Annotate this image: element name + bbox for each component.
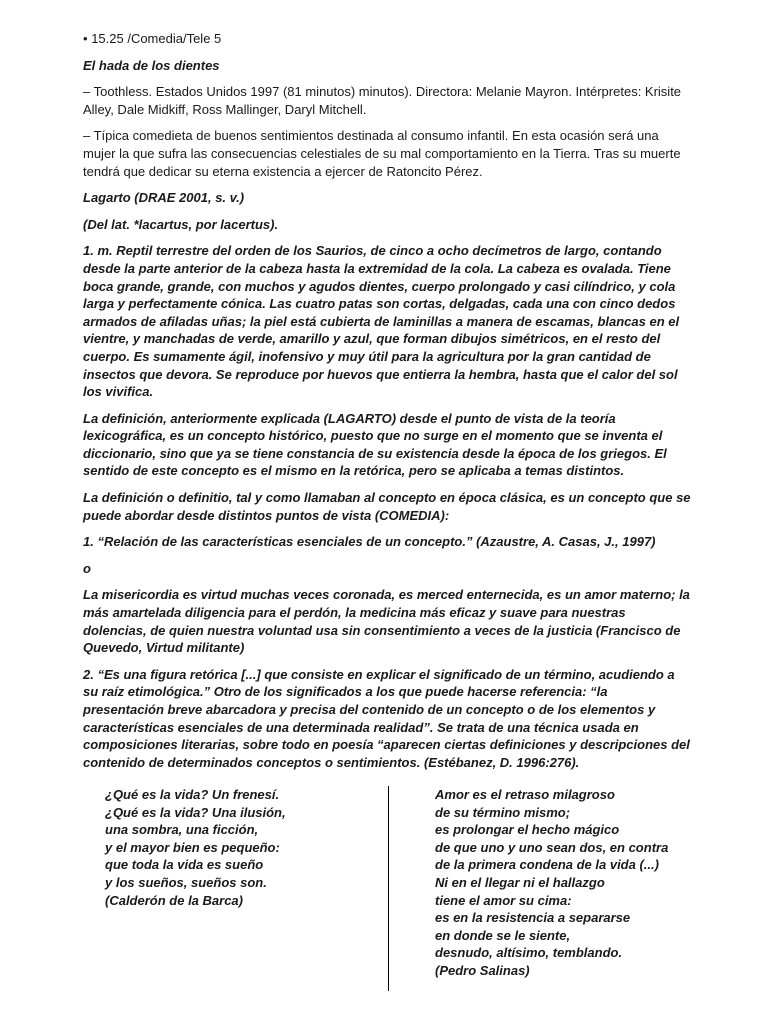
document-page <box>83 30 691 780</box>
poem-line: en donde se le siente, <box>435 927 571 943</box>
poem-line: desnudo, altísimo, temblando. <box>435 945 623 961</box>
poem-calderon <box>105 786 365 909</box>
poems-section <box>0 786 768 996</box>
analysis-separator: o <box>83 560 91 576</box>
poem-line: ¿Qué es la vida? Una ilusión, <box>105 804 286 820</box>
poem-line: es prolongar el hecho mágico <box>435 822 620 838</box>
poem-line: es en la resistencia a separarse <box>435 910 631 926</box>
column-divider <box>388 786 389 991</box>
film-synopsis: – Típica comedieta de buenos sentimientos destinada al consumo infantil. En esta ocasión será una mujer la que sufra las consecuencias celestiales de su mal comportamiento en la Tierra. Tras su muerte tendrá que dedicar su eterna existencia a ejercer de Ratoncito Pérez. <box>83 128 681 179</box>
poem-line: y los sueños, sueños son. <box>105 874 267 890</box>
dictionary-etymology: (Del lat. *lacartus, por lacertus). <box>83 216 279 232</box>
poem-line: ¿Qué es la vida? Un frenesí. <box>105 787 280 802</box>
poem-line: de la primera condena de la vida (...) <box>435 857 659 873</box>
poem-line: y el mayor bien es pequeño: <box>105 839 280 855</box>
poem-line: una sombra, una ficción, <box>105 822 259 838</box>
film-credits: – Toothless. Estados Unidos 1997 (81 minutos) minutos). Directora: Melanie Mayron. Intérpretes: Krisite Alley, Dale Midkiff, Ross Mallinger, Daryl Mitchell. <box>83 84 682 117</box>
poem-line: que toda la vida es sueño <box>105 857 264 873</box>
analysis-point-2: 2. “Es una figura retórica [...] que consiste en explicar el significado de un término, acudiendo a su raíz etimológica.” Otro de los significados a los que puede hacerse referencia: “la presentación breve abarcadora y precisa del contenido de un concepto o de los elementos y características esenciales de una determinada realidad”. Se trata de una técnica usada en composiciones literarias, sobre todo en poesía “aparecen ciertas definiciones y descripciones del contenido de determinados conceptos o sentimientos. (Estébanez, D. 1996:276). <box>83 666 690 770</box>
tv-listing-header <box>83 30 691 48</box>
quevedo-quote: La misericordia es virtud muchas veces coronada, es merced enternecida, es un amor materno; la más amartelada diligencia para el perdón, la medicina más eficaz y suave para nuestras dolencias, de quien nuestra voluntad usa sin consentimiento a veces de la justicia (Francisco de Quevedo, Virtud militante) <box>83 587 690 656</box>
poem-line: Ni en el llegar ni el hallazgo <box>435 874 605 890</box>
poem-attribution: (Pedro Salinas) <box>435 962 530 978</box>
listing-time-channel: 15.25 /Comedia/Tele 5 <box>91 31 222 46</box>
bullet: • <box>83 31 88 46</box>
poem-line: de su término mismo; <box>435 804 571 820</box>
analysis-point-1: 1. “Relación de las características esenciales de un concepto.” (Azaustre, A. Casas, J., 1997) <box>83 534 656 550</box>
film-title: El hada de los dientes <box>83 57 220 73</box>
poem-salinas <box>435 786 715 980</box>
dictionary-definition: 1. m. Reptil terrestre del orden de los Saurios, de cinco a ocho decímetros de largo, contando desde la parte anterior de la cabeza hasta la extremidad de la cola. La cabeza es ovalada. Tiene boca grande, grande, con muchos y agudos dientes, cuerpo prolongado y casi cilíndrico, y cola larga y perfectamente cónica. Las cuatro patas son cortas, delgadas, cada una con cinco dedos armados de afiladas uñas; la piel está cubierta de laminillas a manera de escamas, blancas en el vientre, y manchadas de verde, amarillo y azul, que forman dibujos simétricos, en el resto del cuerpo. Es sumamente ágil, inofensivo y muy útil para la agricultura por la gran cantidad de insectos que devora. Se reproduce por huevos que entierra la hembra, hasta que el calor del sol los vivifica. <box>83 243 680 400</box>
analysis-paragraph-1: La definición, anteriormente explicada (LAGARTO) desde el punto de vista de la teoría lexicográfica, es un concepto histórico, puesto que no surge en el momento que se inventa el diccionario, sino que ya se tiene constancia de su existencia desde la época de los griegos. El sentido de este concepto es el mismo en la retórica, pero se aplicaba a temas distintos. <box>83 410 667 479</box>
poem-attribution: (Calderón de la Barca) <box>105 892 243 908</box>
poem-line: tiene el amor su cima: <box>435 892 572 908</box>
poem-line: de que uno y uno sean dos, en contra <box>435 839 669 855</box>
poem-line: Amor es el retraso milagroso <box>435 787 615 802</box>
dictionary-headword: Lagarto (DRAE 2001, s. v.) <box>83 190 245 206</box>
analysis-paragraph-2: La definición o definitio, tal y como llamaban al concepto en época clásica, es un concepto que se puede abordar desde distintos puntos de vista (COMEDIA): <box>83 490 691 523</box>
